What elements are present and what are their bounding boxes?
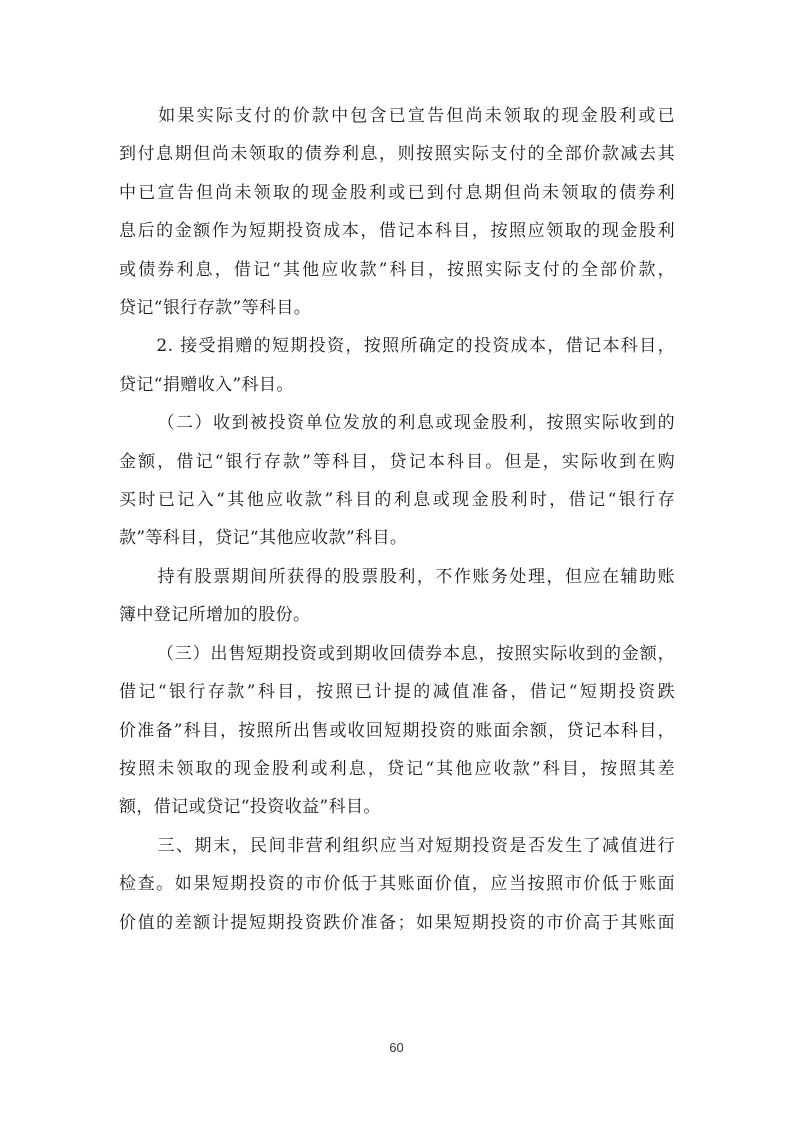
text-line [119,635,675,673]
text-line-content: 2. 接受捐赠的短期投资，按照所确定的投资成本，借记本科目， [156,336,675,357]
text-line-content: （三）出售短期投资或到期收回债券本息，按照实际收到的金额， [156,643,675,664]
page-number: 60 [389,1040,404,1055]
text-line: 到付息期但尚未领取的债券利息，则按照实际支付的全部价款减去其 [119,144,675,165]
paragraph-4 [119,558,675,635]
paragraph-2 [119,327,675,404]
text-line: 贷记“银行存款”等科目。 [119,298,312,319]
text-line: 借记“银行存款”科目，按照已计提的减值准备，借记“短期投资跌 [119,682,675,703]
text-line: 或债券利息，借记“其他应收款”科目，按照实际支付的全部价款， [119,259,675,280]
text-line: 价值的差额计提短期投资跌价准备；如果短期投资的市价高于其账面 [119,912,675,933]
text-line [119,827,675,865]
text-line: 检查。如果短期投资的市价低于其账面价值，应当按照市价低于账面 [119,874,675,895]
text-line: 金额，借记“银行存款”等科目，贷记本科目。但是，实际收到在购 [119,451,675,472]
text-line: 簿中登记所增加的股份。 [119,605,311,626]
paragraph-5 [119,635,675,827]
text-line-content: 三、期末，民间非营利组织应当对短期投资是否发生了减值进行 [156,835,675,856]
paragraph-3 [119,404,675,558]
body-text [119,97,675,942]
text-line: 贷记“捐赠收入”科目。 [119,374,294,395]
text-line-content: 持有股票期间所获得的股票股利，不作账务处理，但应在辅助账 [156,566,675,587]
paragraph-1 [119,97,675,327]
text-line [119,558,675,596]
text-line: 价准备”科目，按照所出售或收回短期投资的账面余额，贷记本科目， [119,720,675,741]
text-line [119,97,675,135]
text-line: 款”等科目，贷记“其他应收款”科目。 [119,528,408,549]
text-line [119,327,675,365]
text-line-content: （二）收到被投资单位发放的利息或现金股利，按照实际收到的 [156,413,675,434]
text-line-content: 如果实际支付的价款中包含已宣告但尚未领取的现金股利或已 [156,106,675,126]
text-line: 中已宣告但尚未领取的现金股利或已到付息期但尚未领取的债券利 [119,182,675,203]
text-line: 买时已记入“其他应收款”科目的利息或现金股利时，借记“银行存 [119,490,675,511]
paragraph-6 [119,827,675,942]
text-line: 额，借记或贷记“投资收益”科目。 [119,797,381,818]
text-line: 按照未领取的现金股利或利息，贷记“其他应收款”科目，按照其差 [119,758,675,779]
text-line [119,404,675,442]
text-line: 息后的金额作为短期投资成本，借记本科目，按照应领取的现金股利 [119,221,675,242]
